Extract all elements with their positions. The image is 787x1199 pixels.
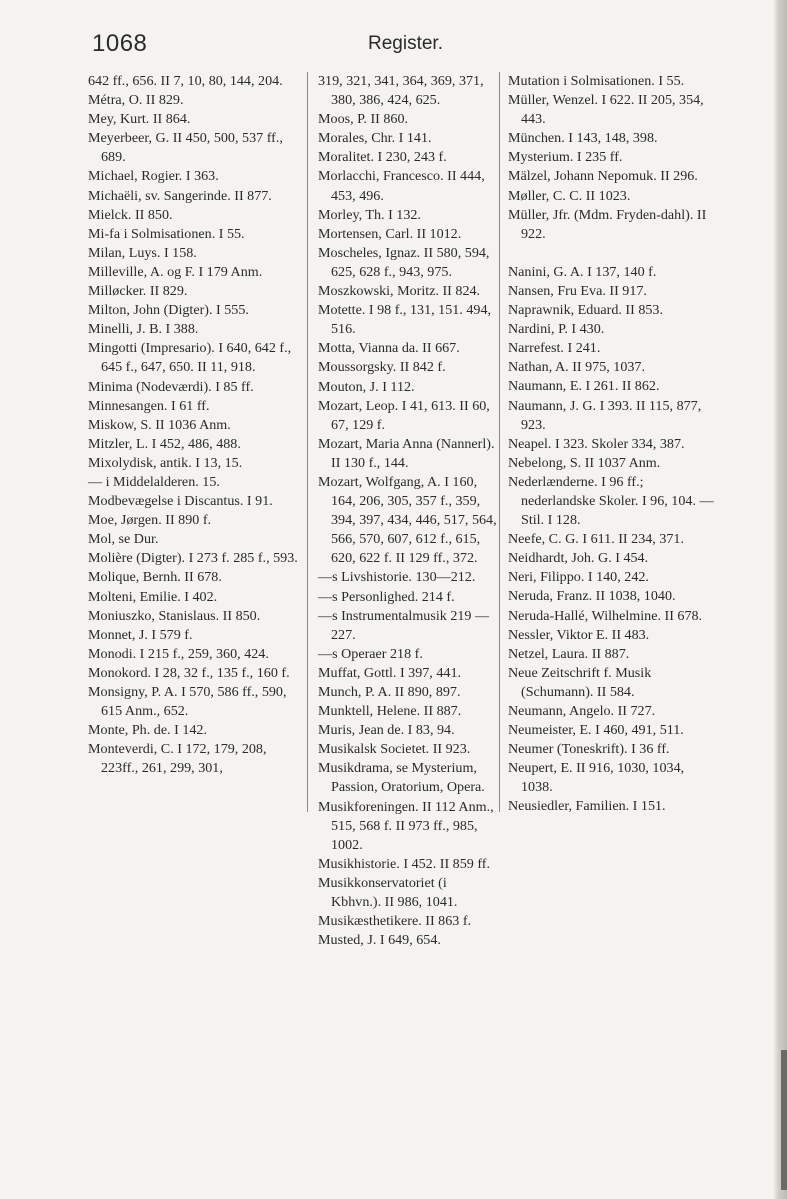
index-entry: Mälzel, Johann Nepomuk. II 296. <box>508 168 698 185</box>
index-entry: Naprawnik, Eduard. II 853. <box>508 302 663 319</box>
index-entry: — i Middelalderen. 15. <box>88 473 220 490</box>
index-entry: Métra, O. II 829. <box>88 92 184 109</box>
index-entry: Neruda, Franz. II 1038, 1040. <box>508 588 676 605</box>
index-entry: Nardini, P. I 430. <box>508 321 605 338</box>
page-edge-dark <box>781 1050 787 1190</box>
index-entry: Naumann, J. G. I 393. II 115, 877, 923. <box>508 397 702 433</box>
index-entry: —s Instrumentalmusik 219 —227. <box>318 607 490 643</box>
index-entry: —s Operaer 218 f. <box>318 645 423 662</box>
index-entry: Naumann, E. I 261. II 862. <box>508 378 660 395</box>
index-entry: Mozart, Maria Anna (Nannerl). II 130 f., 144. <box>318 435 495 471</box>
index-entry: 642 ff., 656. II 7, 10, 80, 144, 204. <box>88 73 283 89</box>
index-entry: Nathan, A. II 975, 1037. <box>508 359 646 376</box>
index-entry: Mortensen, Carl. II 1012. <box>318 225 462 242</box>
index-entry: Neue Zeitschrift f. Musik (Schumann). II 584. <box>508 664 652 700</box>
index-entry: Minima (Nodeværdi). I 85 ff. <box>88 378 254 395</box>
index-entry: Milløcker. II 829. <box>88 283 188 300</box>
index-entry: Mitzler, L. I 452, 486, 488. <box>88 435 241 452</box>
index-entry: Mysterium. I 235 ff. <box>508 149 623 166</box>
index-entry: Mol, se Dur. <box>88 531 159 548</box>
index-entry: —s Livshistorie. 130—212. <box>318 569 476 586</box>
index-entry: Mey, Kurt. II 864. <box>88 111 191 128</box>
index-entry: Monnet, J. I 579 f. <box>88 626 193 643</box>
index-entry: Moscheles, Ignaz. II 580, 594, 625, 628 f., 943, 975. <box>318 244 490 280</box>
index-entry: Mouton, J. I 112. <box>318 378 415 395</box>
page-number: 1068 <box>92 30 148 57</box>
index-entry: Nansen, Fru Eva. II 917. <box>508 282 647 299</box>
page-edge-shadow <box>773 0 787 1199</box>
index-entry: Moos, P. II 860. <box>318 111 409 128</box>
index-entry: Morales, Chr. I 141. <box>318 130 432 147</box>
index-entry: Molière (Digter). I 273 f. 285 f., 593. <box>88 550 298 567</box>
index-entry: Müller, Jfr. (Mdm. Fryden-dahl). II 922. <box>508 206 707 242</box>
index-entry: Neumer (Toneskrift). I 36 ff. <box>508 741 670 758</box>
index-entry: Miskow, S. II 1036 Anm. <box>88 416 231 433</box>
index-entry: Nessler, Viktor E. II 483. <box>508 626 650 643</box>
index-entry: 319, 321, 341, 364, 369, 371, 380, 386, 424, 625. <box>318 73 484 109</box>
index-entry: Muris, Jean de. I 83, 94. <box>318 722 455 739</box>
index-entry: Michaëli, sv. Sangerinde. II 877. <box>88 187 272 204</box>
index-entry: Molteni, Emilie. I 402. <box>88 588 218 605</box>
page-header <box>0 20 787 60</box>
index-column-left <box>88 72 300 778</box>
index-entry: Milleville, A. og F. I 179 Anm. <box>88 263 263 280</box>
index-entry: Mozart, Leop. I 41, 613. II 60, 67, 129 f. <box>318 397 490 433</box>
index-entry: Meyerbeer, G. II 450, 500, 537 ff., 689. <box>88 130 283 166</box>
index-entry: Musikalsk Societet. II 923. <box>318 741 471 758</box>
index-entry: Morley, Th. I 132. <box>318 206 421 223</box>
index-entry: Michael, Rogier. I 363. <box>88 168 219 185</box>
index-entry: Netzel, Laura. II 887. <box>508 645 630 662</box>
index-entry: Monodi. I 215 f., 259, 360, 424. <box>88 645 269 662</box>
index-entry: Minnesangen. I 61 ff. <box>88 397 210 414</box>
index-entry: Mutation i Solmisationen. I 55. <box>508 73 685 89</box>
index-entry: Neumeister, E. I 460, 491, 511. <box>508 722 684 739</box>
index-entry: Mielck. II 850. <box>88 206 173 223</box>
index-entry: Motta, Vianna da. II 667. <box>318 340 460 357</box>
index-entry: —s Personlighed. 214 f. <box>318 588 455 605</box>
index-entry: Munktell, Helene. II 887. <box>318 703 462 720</box>
index-entry: Müller, Wenzel. I 622. II 205, 354, 443. <box>508 92 704 128</box>
index-entry: Neusiedler, Familien. I 151. <box>508 798 666 815</box>
index-entry: Musikæsthetikere. II 863 f. <box>318 913 472 930</box>
index-entry: Monokord. I 28, 32 f., 135 f., 160 f. <box>88 664 290 681</box>
index-entry: Mixolydisk, antik. I 13, 15. <box>88 454 243 471</box>
index-entry: Monte, Ph. de. I 142. <box>88 722 208 739</box>
index-entry: Musikkonservatoriet (i Kbhvn.). II 986, 1041. <box>318 874 458 911</box>
index-entry: Musikhistorie. I 452. II 859 ff. <box>318 855 490 872</box>
index-entry: Mingotti (Impresario). I 640, 642 f., 645 f., 647, 650. II 11, 918. <box>88 340 292 376</box>
index-entry: Neri, Filippo. I 140, 242. <box>508 569 649 586</box>
index-entry: Milan, Luys. I 158. <box>88 244 197 261</box>
index-column-middle <box>318 72 500 950</box>
index-entry: Mi-fa i Solmisationen. I 55. <box>88 225 245 242</box>
index-entry: Neupert, E. II 916, 1030, 1034, 1038. <box>508 760 685 796</box>
index-entry: Narrefest. I 241. <box>508 340 601 357</box>
index-entry: Modbevægelse i Discantus. I 91. <box>88 493 273 510</box>
index-entry: Neruda-Hallé, Wilhelmine. II 678. <box>508 607 703 624</box>
index-entry: Nederlænderne. I 96 ff.; nederlandske Skoler. I 96, 104. — Stil. I 128. <box>508 473 714 529</box>
index-entry: Minelli, J. B. I 388. <box>88 321 199 338</box>
index-entry: Musikdrama, se Mysterium, Passion, Oratorium, Opera. <box>318 760 485 796</box>
index-entry: Moe, Jørgen. II 890 f. <box>88 512 212 529</box>
index-entry: Nebelong, S. II 1037 Anm. <box>508 454 661 471</box>
index-entry: Møller, C. C. II 1023. <box>508 187 631 204</box>
index-entry: München. I 143, 148, 398. <box>508 130 658 147</box>
index-column-right <box>508 72 716 817</box>
index-entry: Monsigny, P. A. I 570, 586 ff., 590, 615 Anm., 652. <box>88 684 287 720</box>
index-entry: Motette. I 98 f., 131, 151. 494, 516. <box>318 302 492 338</box>
index-entry: Moralitet. I 230, 243 f. <box>318 149 447 166</box>
index-entry: Mozart, Wolfgang, A. I 160, 164, 206, 305, 357 f., 359, 394, 397, 434, 446, 517, 564, 566, 570, 607, 612 f., 615, 620, 622 f. II 129 ff., 372. <box>318 473 497 567</box>
column-rule <box>307 72 308 812</box>
index-entry: Musted, J. I 649, 654. <box>318 932 441 949</box>
index-entry: Moussorgsky. II 842 f. <box>318 359 446 376</box>
index-entry: Morlacchi, Francesco. II 444, 453, 496. <box>318 168 485 204</box>
index-entry: Molique, Bernh. II 678. <box>88 569 222 586</box>
index-entry: Neidhardt, Joh. G. I 454. <box>508 550 649 567</box>
index-entry: Neapel. I 323. Skoler 334, 387. <box>508 435 685 452</box>
running-title: Register. <box>368 33 443 54</box>
index-entry: Moniuszko, Stanislaus. II 850. <box>88 607 261 624</box>
index-entry: Muffat, Gottl. I 397, 441. <box>318 664 462 681</box>
index-entry: Monteverdi, C. I 172, 179, 208, 223ff., 261, 299, 301, <box>88 741 267 777</box>
index-entry: Musikforeningen. II 112 Anm., 515, 568 f. II 973 ff., 985, 1002. <box>318 798 494 853</box>
index-entry: Nanini, G. A. I 137, 140 f. <box>508 263 657 280</box>
index-entry: Munch, P. A. II 890, 897. <box>318 684 461 700</box>
index-entry: Milton, John (Digter). I 555. <box>88 302 249 319</box>
index-entry: Moszkowski, Moritz. II 824. <box>318 283 481 300</box>
index-entry: Neefe, C. G. I 611. II 234, 371. <box>508 531 684 548</box>
index-entry: Neumann, Angelo. II 727. <box>508 703 656 719</box>
